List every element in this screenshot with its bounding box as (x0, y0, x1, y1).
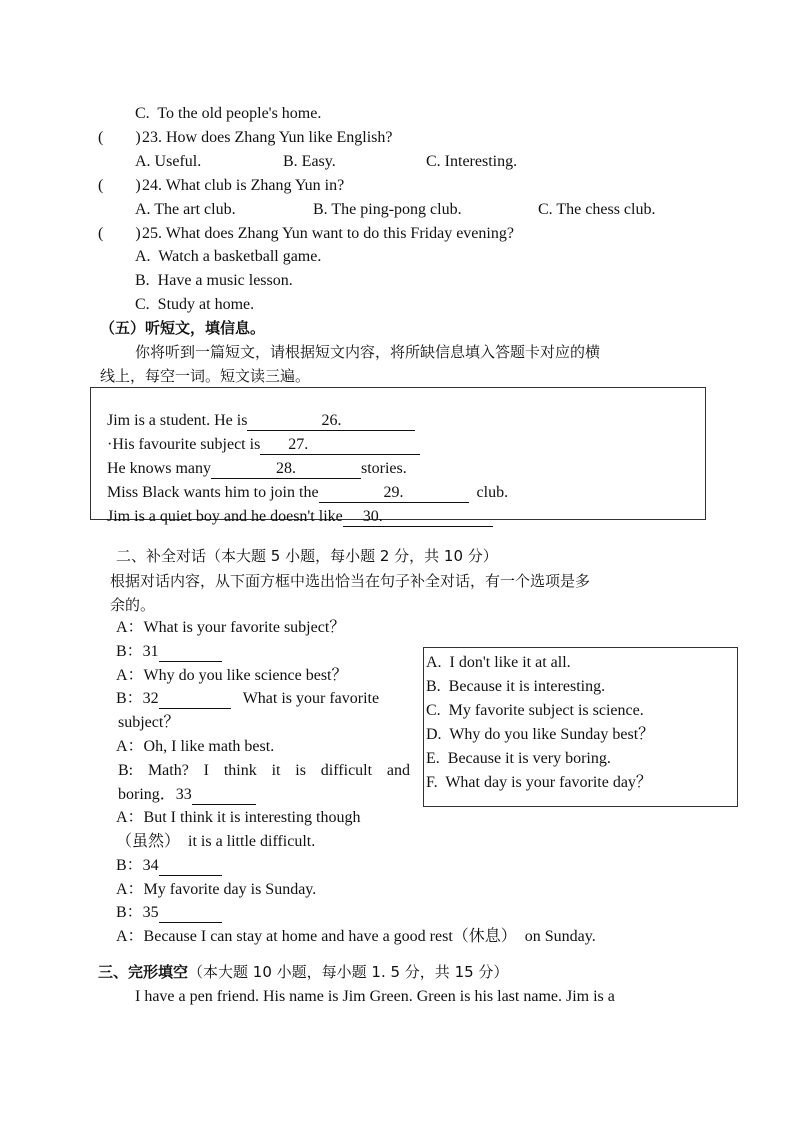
info-row-tail: club. (468, 484, 509, 501)
dialogue-line-3: A：Why do you like science best？ (116, 667, 348, 684)
option-c: C. My favorite subject is science. (426, 702, 644, 719)
q25-question: 25. What does Zhang Yun want to do this Friday evening? (142, 225, 514, 242)
part5-heading: （五）听短文，填信息。 (100, 319, 266, 337)
q24-answer-paren: ( ) (98, 177, 141, 194)
answer-blank-32[interactable] (159, 690, 231, 709)
option-a: A. I don't like it at all. (426, 654, 571, 671)
info-row-text: Miss Black wants him to join the (107, 484, 319, 501)
dialogue-line-text: B：35 (116, 904, 159, 921)
dialogue-line-text: What is your favorite (242, 690, 380, 707)
info-row-tail: stories. (360, 460, 407, 477)
dialogue-line-8 (118, 785, 256, 805)
dialogue-line-9: A：But I think it is interesting though (116, 809, 361, 826)
answer-blank-31[interactable] (159, 643, 222, 662)
dialogue-line-10: （虽然） it is a little difficult. (116, 833, 316, 850)
info-row-text: He knows many (107, 460, 211, 477)
q24-option-c: C. The chess club. (538, 201, 656, 218)
answer-blank-33[interactable] (192, 786, 256, 805)
q25-option-b: B. Have a music lesson. (135, 272, 293, 289)
section2-instruction-line1: 根据对话内容，从下面方框中选出恰当在句子补全对话，有一个选项是多 (110, 572, 591, 590)
q23-question: 23. How does Zhang Yun like English? (142, 129, 393, 146)
blank-number: 27. (288, 436, 309, 453)
q23-option-a: A. Useful. (135, 153, 202, 170)
dialogue-line-1: A：What is your favorite subject？ (116, 619, 346, 636)
blank-number: 29. (383, 484, 404, 501)
dialogue-line-6: A：Oh, I like math best. (116, 738, 275, 755)
section2-instruction-line2: 余的。 (110, 596, 156, 614)
q24-option-b: B. The ping-pong club. (313, 201, 462, 218)
part5-instruction-line1: 你将听到一篇短文，请根据短文内容，将所缺信息填入答题卡对应的横 (135, 343, 601, 361)
q24-option-a: A. The art club. (135, 201, 236, 218)
q25-option-a: A. Watch a basketball game. (135, 248, 322, 265)
q25-answer-paren: ( ) (98, 225, 141, 242)
section3-heading (98, 962, 508, 982)
dialogue-line-5: subject？ (118, 714, 180, 731)
blank-number: 26. (321, 412, 342, 429)
q23-option-c: C. Interesting. (426, 153, 518, 170)
dialogue-line-2 (116, 642, 222, 662)
q24-question: 24. What club is Zhang Yun in? (142, 177, 345, 194)
option-d: D. Why do you like Sunday best？ (426, 726, 655, 743)
answer-blank-30[interactable] (343, 508, 493, 527)
section2-heading: 二、补全对话（本大题 5 小题，每小题 2 分，共 10 分） (116, 547, 498, 565)
q23-option-b: B. Easy. (283, 153, 336, 170)
q22-option-c: C. To the old people's home. (135, 105, 322, 122)
dialogue-line-text: B：31 (116, 643, 159, 660)
option-e: E. Because it is very boring. (426, 750, 611, 767)
dialogue-line-text: B：34 (116, 857, 159, 874)
dialogue-line-13 (116, 903, 222, 923)
dialogue-line-4 (116, 689, 379, 709)
dialogue-line-text: B：32 (116, 690, 159, 707)
blank-number: 28. (275, 460, 296, 477)
section3-heading-title: 三、完形填空 (98, 963, 189, 981)
blank-number: 30. (362, 508, 383, 525)
part5-instruction-line2: 线上，每空一词。短文读三遍。 (100, 367, 311, 385)
dialogue-line-text: boring．33 (118, 786, 192, 803)
info-row-text: Jim is a student. He is (107, 412, 248, 429)
answer-blank-34[interactable] (159, 857, 222, 876)
q25-option-c: C. Study at home. (135, 296, 255, 313)
dialogue-line-7: B: Math? I think it is difficult and (118, 762, 410, 779)
dialogue-line-12: A：My favorite day is Sunday. (116, 881, 317, 898)
cloze-text-line1: I have a pen friend. His name is Jim Green. Green is his last name. Jim is a (135, 988, 615, 1005)
option-b: B. Because it is interesting. (426, 678, 606, 695)
info-row-text: Jim is a quiet boy and he doesn't like (107, 508, 343, 525)
dialogue-line-14: A：Because I can stay at home and have a good rest（休息） on Sunday. (116, 928, 596, 945)
option-f: F. What day is your favorite day？ (426, 774, 652, 791)
info-row-text: ·His favourite subject is (107, 436, 261, 453)
dialogue-line-11 (116, 856, 222, 876)
q23-answer-paren: ( ) (98, 129, 141, 146)
answer-blank-35[interactable] (159, 904, 222, 923)
section3-heading-detail: （本大题 10 小题，每小题 1. 5 分，共 15 分） (188, 963, 509, 981)
info-row-30 (99, 487, 493, 527)
